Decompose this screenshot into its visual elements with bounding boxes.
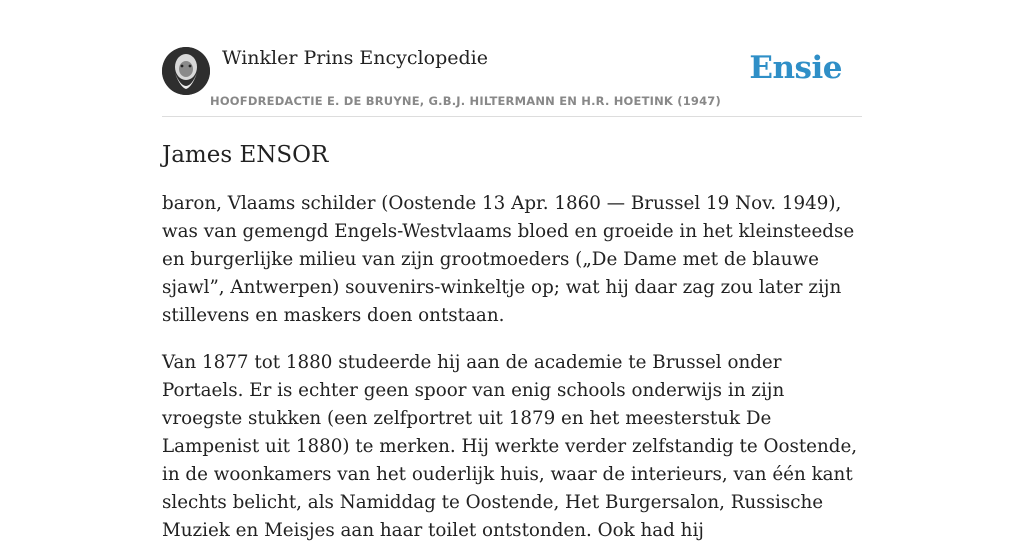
portrait-photo-icon [162, 47, 210, 95]
article-title: James ENSOR [162, 142, 329, 168]
site-title[interactable]: Winkler Prins Encyclopedie [222, 47, 488, 69]
article [162, 138, 862, 545]
site-header [162, 44, 862, 117]
article-paragraph-1: baron, Vlaams schilder (Oostende 13 Apr. 1860 — Brussel 19 Nov. 1949), was van gemengd Engels-Westvlaams bloed en groeide in het kleinsteedse en burgerlijke milieu van zijn grootmoeders („De Dame met de blauwe sjawl”, Antwerpen) souvenirs-winkeltje op; wat hij daar zag zou later zijn stillevens en maskers doen ontstaan. [162, 193, 855, 326]
editorial-subtitle: HOOFDREDACTIE E. DE BRUYNE, G.B.J. HILTERMANN EN H.R. HOETINK (1947) [210, 94, 721, 108]
author-portrait-avatar[interactable] [162, 47, 210, 95]
article-paragraph-2: Van 1877 tot 1880 studeerde hij aan de academie te Brussel onder Portaels. Er is echter geen spoor van enig schools onderwijs in zijn vroegste stukken (een zelfportret uit 1879 en het meesterstuk De Lampenist uit 1880) te merken. Hij werkte verder zelfstandig te Oostende, in de woonkamers van het ouderlijk huis, waar de interieurs, van één kant slechts belicht, als Namiddag te Oostende, Het Burgersalon, Russische Muziek en Meisjes aan haar toilet ontstonden. Ook had hij [162, 352, 858, 541]
ensie-logo[interactable]: Ensie [749, 50, 842, 86]
